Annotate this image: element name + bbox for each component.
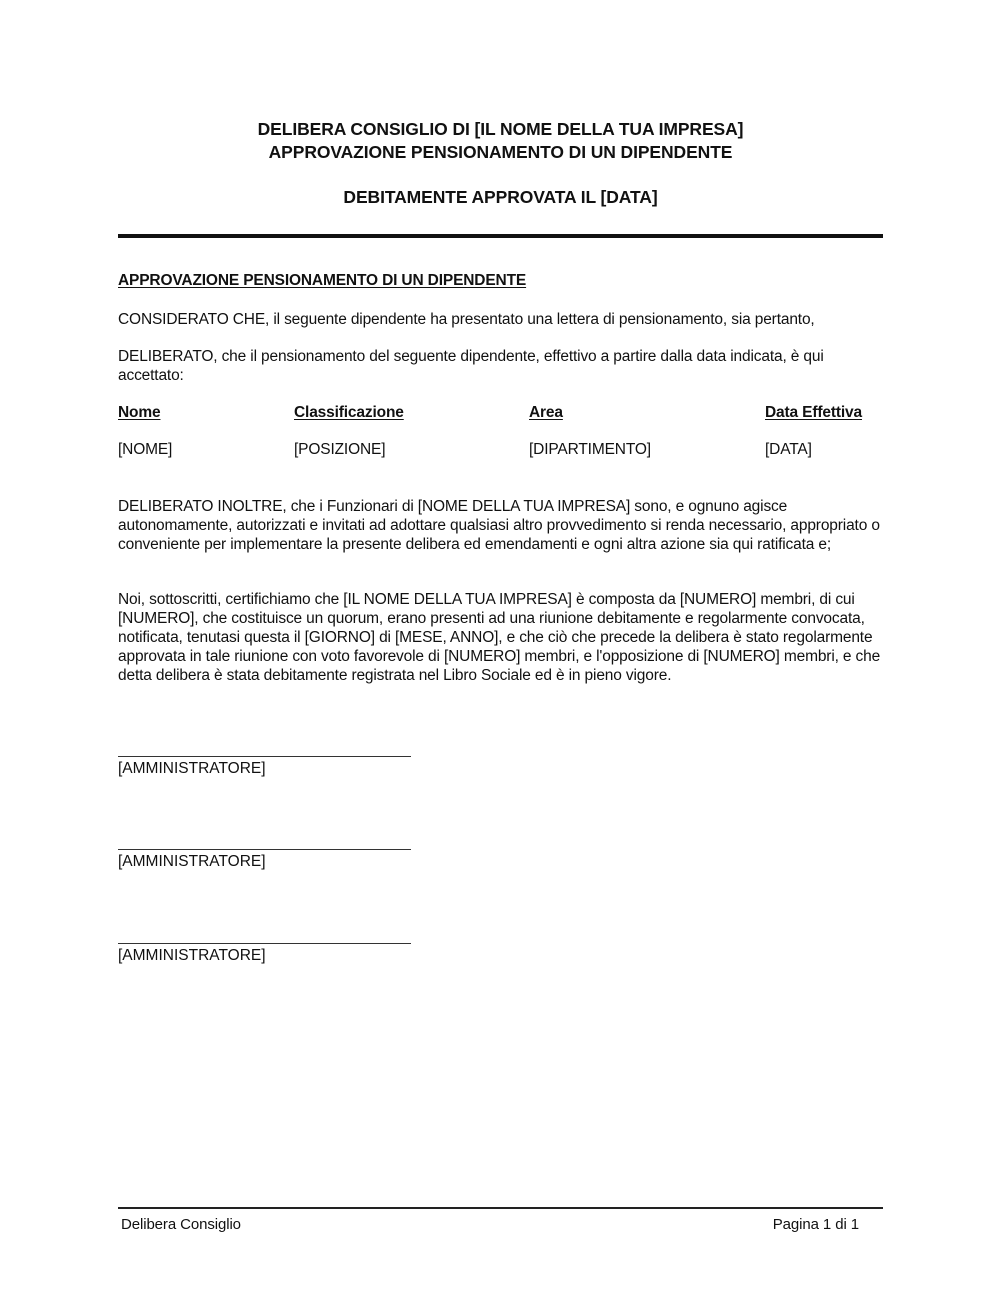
certificazione-paragraph: Noi, sottoscritti, certifichiamo che [IL NOME DELLA TUA IMPRESA] è composta da [NUMERO] membri, di cui [NUMERO], che costituisce un quorum, erano presenti ad una riunione debitamente e regolarmente convocata, notificata, tenutasi questa il [GIORNO] di [MESE, ANNO], e che ciò che precede la delibera è stato regolarmente approvata in tale riunione con voto favorevole di [NUMERO] membri, e l'opposizione di [NUMERO] membri, e che detta delibera è stata debitamente registrata nel Libro Sociale ed è in pieno vigore. xyxy=(118,591,881,684)
column-header-area: Area xyxy=(529,404,563,421)
signature-line-1 xyxy=(118,756,411,757)
signature-label-2: [AMMINISTRATORE] xyxy=(118,853,266,870)
cell-nome: [NOME] xyxy=(118,441,173,458)
inoltre-paragraph: DELIBERATO INOLTRE, che i Funzionari di [NOME DELLA TUA IMPRESA] sono, e ognuno agisce autonomamente, autorizzati e invitati ad adottare qualsiasi altro provvedimento si renda necessario, appropriato o conveniente per implementare la presente delibera ed emendamenti e ogni altra azione sia qui ratificata e; xyxy=(118,498,880,553)
cell-data: [DATA] xyxy=(765,441,812,458)
header-divider xyxy=(118,234,883,238)
column-header-classificazione: Classificazione xyxy=(294,404,404,421)
cell-dipartimento: [DIPARTIMENTO] xyxy=(529,441,651,458)
document-title-line2: APPROVAZIONE PENSIONAMENTO DI UN DIPENDENTE xyxy=(268,142,733,162)
signature-line-3 xyxy=(118,943,411,944)
deliberato-paragraph: DELIBERATO, che il pensionamento del seguente dipendente, effettivo a partire dalla data indicata, è qui accettato: xyxy=(118,348,824,384)
signature-label-3: [AMMINISTRATORE] xyxy=(118,947,266,964)
column-header-nome: Nome xyxy=(118,404,161,421)
employee-table xyxy=(118,403,888,463)
signature-label-1: [AMMINISTRATORE] xyxy=(118,760,266,777)
considerato-paragraph: CONSIDERATO CHE, il seguente dipendente ha presentato una lettera di pensionamento, sia pertanto, xyxy=(118,311,815,328)
column-header-data-effettiva: Data Effettiva xyxy=(765,404,862,421)
footer-document-name: Delibera Consiglio xyxy=(121,1216,241,1233)
cell-posizione: [POSIZIONE] xyxy=(294,441,386,458)
approval-date-line: DEBITAMENTE APPROVATA IL [DATA] xyxy=(343,187,658,207)
signature-line-2 xyxy=(118,849,411,850)
section-heading: APPROVAZIONE PENSIONAMENTO DI UN DIPENDENTE xyxy=(118,272,527,289)
footer-page-number: Pagina 1 di 1 xyxy=(772,1216,859,1233)
footer-divider xyxy=(118,1207,883,1209)
document-title-line1: DELIBERA CONSIGLIO DI [IL NOME DELLA TUA IMPRESA] xyxy=(257,119,744,139)
